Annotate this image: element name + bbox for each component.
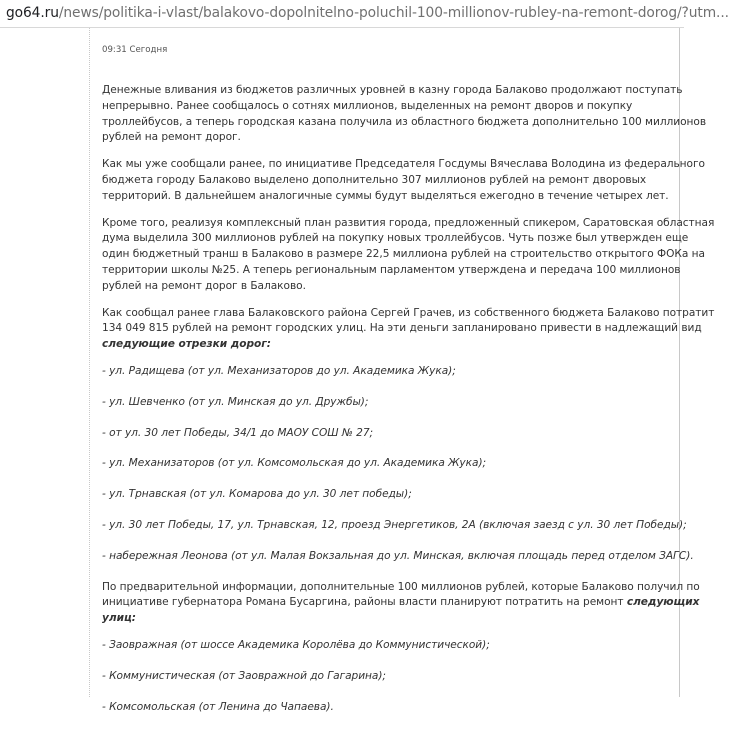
article-paragraph-5 (102, 580, 700, 627)
address-bar[interactable] (0, 0, 729, 28)
list-item: - ул. Шевченко (от ул. Минская до ул. Дружбы); (102, 395, 369, 408)
paragraph-line: рублей на ремонт дорог. (102, 131, 241, 144)
paragraph-line (102, 611, 674, 627)
road-segments-heading: следующие отрезки дорог: (102, 338, 271, 351)
paragraph-line: непрерывно. Ранее сообщалось о сотнях миллионов, выделенных на ремонт дворов и покупку (102, 99, 633, 112)
url-path: /news/politika-i-vlast/balakovo-dopolnitelno-poluchil-100-millionov-rubley-na-remont-dorog/?utm... (58, 5, 729, 21)
paragraph-line: территорий. В дальнейшем аналогичные суммы будут выделяться ежегодно в течение четырех лет. (102, 189, 669, 202)
list-item: - ул. 30 лет Победы, 17, ул. Трнавская, 12, проезд Энергетиков, 2А (включая заезд с ул. 30 лет Победы); (102, 518, 687, 531)
paragraph-line: Денежные вливания из бюджетов различных уровней в казну города Балаково продолжают поступать (102, 84, 683, 96)
paragraph-line: территории школы №25. А теперь региональным парламентом утверждена и передача 100 миллионов (102, 263, 681, 276)
list-item: - Заовражная (от шоссе Академика Королёва до Коммунистической); (102, 638, 490, 651)
article-paragraph-3 (102, 216, 715, 295)
paragraph-line: рублей на ремонт дорог в Балаково. (102, 279, 306, 292)
list-item: - от ул. 30 лет Победы, 34/1 до МАОУ СОШ № 27; (102, 426, 374, 439)
article-paragraph-2 (102, 157, 705, 204)
paragraph-line (102, 595, 700, 611)
list-item: - ул. Механизаторов (от ул. Комсомольская до ул. Академика Жука); (102, 457, 487, 470)
paragraph-line: Как сообщал ранее глава Балаковского района Сергей Грачев, из собственного бюджета Балаково потратит (102, 306, 715, 319)
article-paragraph-4 (102, 306, 715, 353)
paragraph-line: По предварительной информации, дополнительные 100 миллионов рублей, которые Балаково получил по (102, 580, 700, 593)
paragraph-line-text: инициативе губернатора Романа Бусаргина, районы власти планируют потратить на ремонт (102, 596, 627, 609)
paragraph-line (102, 337, 674, 353)
paragraph-line: дума выделила 300 миллионов рублей на покупку новых троллейбусов. Чуть позже был утвержден еще (102, 232, 689, 245)
list-item: - Коммунистическая (от Заовражной до Гагарина); (102, 669, 386, 682)
article-timestamp: 09:31 Сегодня (102, 45, 168, 55)
streets-heading-part-1: следующих (626, 596, 700, 609)
paragraph-line: Кроме того, реализуя комплексный план развития города, предложенный спикером, Саратовская областная (102, 216, 715, 229)
paragraph-line: бюджета городу Балаково выделено дополнительно 307 миллионов рублей на ремонт дворовых (102, 173, 647, 186)
paragraph-line: один бюджетный транш в Балаково в размере 22,5 миллиона рублей на строительство открытого ФОКа на (102, 248, 705, 261)
list-item: - ул. Радищева (от ул. Механизаторов до ул. Академика Жука); (102, 364, 456, 377)
paragraph-line: троллейбусов, а теперь городская казана получила из областного бюджета дополнительно 100 миллионов (102, 115, 707, 128)
paragraph-line: Как мы уже сообщали ранее, по инициативе Председателя Госдумы Вячеслава Володина из федерального (102, 158, 705, 171)
list-item: - ул. Трнавская (от ул. Комарова до ул. 30 лет победы); (102, 488, 412, 501)
list-item: - набережная Леонова (от ул. Малая Вокзальная до ул. Минская, включая площадь перед отделом ЗАГС). (102, 549, 694, 562)
streets-heading-part-2: улиц: (102, 612, 136, 625)
article-paragraph-1 (102, 83, 707, 146)
paragraph-line: 134 049 815 рублей на ремонт городских улиц. На эти деньги запланировано привести в надлежащий вид (102, 322, 702, 335)
article-body (102, 44, 715, 730)
address-bar-url[interactable] (6, 5, 729, 21)
list-item: - Комсомольская (от Ленина до Чапаева). (102, 700, 334, 713)
content-left-divider (89, 28, 90, 697)
url-host: go64.ru (6, 5, 59, 21)
